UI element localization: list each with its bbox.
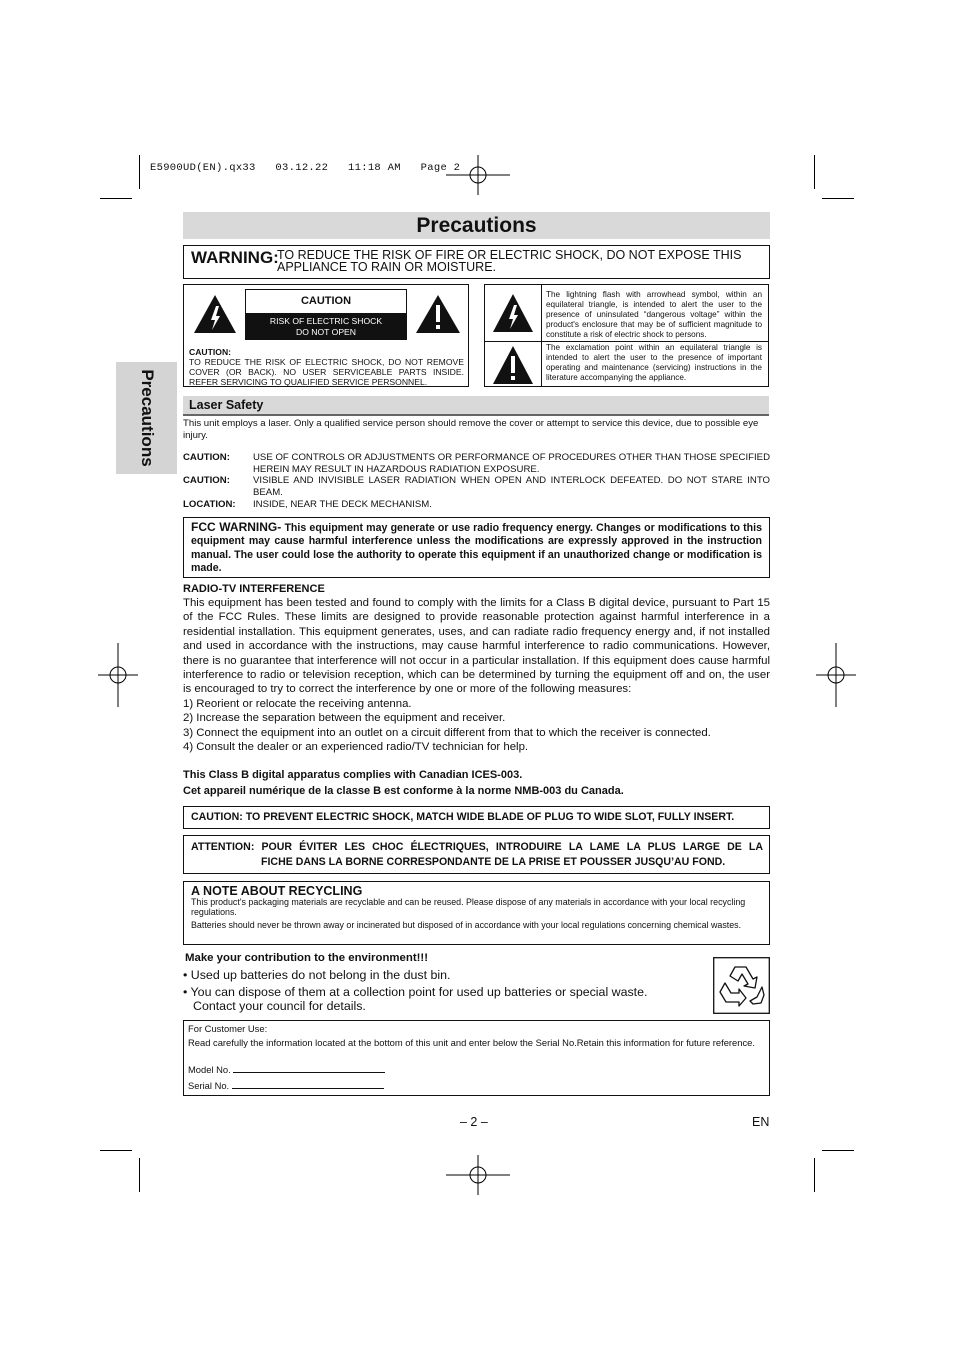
fcc-warning-text — [191, 521, 762, 576]
recycle-icon — [713, 957, 770, 1014]
fcc-warning-label: FCC WARNING- — [191, 520, 282, 534]
exclamation-warning-icon — [414, 293, 462, 335]
laser-row-text: INSIDE, NEAR THE DECK MECHANISM. — [253, 499, 432, 510]
laser-row-label: CAUTION: — [183, 475, 230, 486]
fcc-warning-body: This equipment may generate or use radio frequency energy. Changes or modifications to this equipment may cause harmful interference unless the modifications are expressly approved in the instruction manual. The user could lose the authority to operate this equipment if an unauthorized change or modification is made. — [191, 522, 762, 575]
laser-intro: This unit employs a laser. Only a qualified service person should remove the cover or attempt to service this device, due to possible eye injury. — [183, 418, 759, 441]
environment-heading: Make your contribution to the environment!!! — [185, 952, 429, 964]
radio-tv-item: 1) Reorient or relocate the receiving antenna. — [183, 698, 412, 710]
caution-label-box — [183, 284, 469, 387]
caution-label-panel — [245, 289, 407, 340]
laser-row-label: CAUTION: — [183, 452, 230, 463]
radio-tv-item: 2) Increase the separation between the equipment and receiver. — [183, 712, 506, 724]
recycling-p2: Batteries should never be thrown away or incinerated but disposed of in accordance with your local regulations concerning chemical wastes. — [191, 920, 742, 930]
page-title: Precautions — [416, 214, 537, 237]
laser-row-text: VISIBLE AND INVISIBLE LASER RADIATION WHEN OPEN AND INTERLOCK DEFEATED. DO NOT STARE INTO BEAM. — [253, 475, 770, 498]
environment-bullet-continued: Contact your council for details. — [193, 999, 366, 1013]
laser-row-label: LOCATION: — [183, 499, 236, 510]
lightning-symbol-text: The lightning flash with arrowhead symbol, within an equilateral triangle, is intended to alert the user to the presence of uninsulated “dangerous voltage” within the product's enclosure that may be of sufficient magnitude to constitute a risk of electric shock to persons. — [546, 290, 762, 339]
radio-tv-body: This equipment has been tested and found to comply with the limits for a Class B digital device, pursuant to Part 15 of the FCC Rules. These limits are designed to provide reasonable protection against harmful interference in a residential installation. This equipment generates, uses, and can radiate radio frequency energy and, if not installed and used in accordance with the instructions, may cause harmful interference to radio communications. However, there is no guarantee that interference will not occur in a particular installation. If this equipment does cause harmful interference to radio or television reception, which can be determined by turning the equipment off and on, the user is encouraged to try to correct the interference by one or more of the following measures: — [183, 597, 770, 696]
environment-bullet: • You can dispose of them at a collection point for used up batteries or special waste. — [183, 985, 648, 999]
customer-use-box — [183, 1020, 770, 1096]
canada-compliance-en: This Class B digital apparatus complies with Canadian ICES-003. — [183, 769, 523, 781]
lightning-warning-icon — [491, 292, 535, 334]
caution-title: CAUTION — [300, 295, 352, 307]
print-header: E5900UD(EN).qx33 03.12.22 11:18 AM Page 2 — [150, 162, 461, 174]
radio-tv-item: 4) Consult the dealer or an experienced radio/TV technician for help. — [183, 741, 529, 753]
crop-mark — [139, 155, 140, 189]
symbols-divider — [485, 341, 768, 342]
caution-note: TO REDUCE THE RISK OF ELECTRIC SHOCK, DO NOT REMOVE COVER (OR BACK). NO USER SERVICEABLE PARTS INSIDE. REFER SERVICING TO QUALIFIED SERVICE PERSONNEL. — [189, 357, 464, 387]
customer-use-text: Read carefully the information located at the bottom of this unit and enter below the Serial No.Retain this information for future reference. — [188, 1037, 755, 1048]
caution-dark-band — [246, 313, 406, 339]
side-tab — [116, 362, 177, 474]
attention-line2: FICHE DANS LA BORNE CORRESPONDANTE DE LA PRISE ET POUSSER JUSQU’AU FOND. — [261, 856, 726, 868]
crop-mark — [100, 1150, 132, 1151]
canada-compliance-fr: Cet appareil numérique de la classe B est conforme à la norme NMB-003 du Canada. — [183, 785, 624, 797]
warning-text-line1: TO REDUCE THE RISK OF FIRE OR ELECTRIC SHOCK, DO NOT EXPOSE THIS — [277, 248, 742, 262]
crop-mark — [100, 198, 132, 199]
crop-mark — [814, 155, 815, 189]
serial-number-row — [188, 1079, 384, 1091]
crop-mark — [822, 198, 854, 199]
crop-mark — [139, 1158, 140, 1192]
crop-mark — [822, 1150, 854, 1151]
recycling-box — [183, 881, 770, 945]
warning-box — [183, 245, 770, 279]
radio-tv-item: 3) Connect the equipment into an outlet on a circuit different from that to which the receiver is connected. — [183, 727, 711, 739]
attention-line1: ATTENTION: POUR ÉVITER LES CHOC ÉLECTRIQUES, INTRODUIRE LA LAME LA PLUS LARGE DE LA — [191, 841, 763, 853]
caution-line1: RISK OF ELECTRIC SHOCK — [269, 316, 383, 326]
laser-safety-heading-bar — [183, 396, 769, 416]
language-code: EN — [752, 1115, 770, 1129]
model-number-row — [188, 1063, 385, 1075]
serial-number-field[interactable] — [232, 1079, 384, 1089]
radio-tv-heading: RADIO-TV INTERFERENCE — [183, 583, 325, 595]
registration-mark-icon — [446, 1155, 510, 1195]
page-number: – 2 – — [460, 1115, 488, 1129]
plug-caution-box — [183, 806, 770, 829]
warning-text-line2: APPLIANCE TO RAIN OR MOISTURE. — [277, 260, 497, 274]
registration-mark-icon — [446, 155, 510, 195]
environment-bullet: • Used up batteries do not belong in the dust bin. — [183, 968, 451, 982]
registration-mark-icon — [816, 643, 856, 707]
customer-use-title: For Customer Use: — [188, 1023, 268, 1034]
symbols-box — [484, 284, 769, 387]
caution-note-title: CAUTION: — [189, 347, 232, 357]
model-number-field[interactable] — [233, 1063, 385, 1073]
laser-safety-heading: Laser Safety — [189, 398, 264, 412]
plug-caution-text: CAUTION: TO PREVENT ELECTRIC SHOCK, MATCH WIDE BLADE OF PLUG TO WIDE SLOT, FULLY INSERT. — [191, 811, 735, 823]
symbols-column-divider — [541, 285, 542, 386]
crop-mark — [814, 1158, 815, 1192]
exclamation-warning-icon — [491, 344, 535, 386]
registration-mark-icon — [98, 643, 138, 707]
attention-box — [183, 835, 770, 874]
caution-line2: DO NOT OPEN — [295, 327, 356, 337]
laser-row-text: USE OF CONTROLS OR ADJUSTMENTS OR PERFORMANCE OF PROCEDURES OTHER THAN THOSE SPECIFIED HEREIN MAY RESULT IN HAZARDOUS RADIATION EXPOSURE. — [253, 452, 770, 475]
lightning-warning-icon — [192, 293, 238, 335]
serial-number-label: Serial No. — [188, 1080, 230, 1091]
recycling-p1: This product's packaging materials are recyclable and can be reused. Please dispose of any materials in accordance with your local recycling regulations. — [191, 897, 746, 917]
exclamation-symbol-text: The exclamation point within an equilateral triangle is intended to alert the user to the presence of important operating and maintenance (servicing) instructions in the literature accompanying the appliance. — [546, 343, 762, 382]
fcc-warning-box — [183, 517, 770, 578]
warning-label: WARNING: — [191, 248, 279, 267]
page-title-bar — [183, 212, 770, 239]
side-tab-label: Precautions — [137, 369, 157, 467]
recycling-heading: A NOTE ABOUT RECYCLING — [191, 884, 363, 898]
model-number-label: Model No. — [188, 1064, 231, 1075]
